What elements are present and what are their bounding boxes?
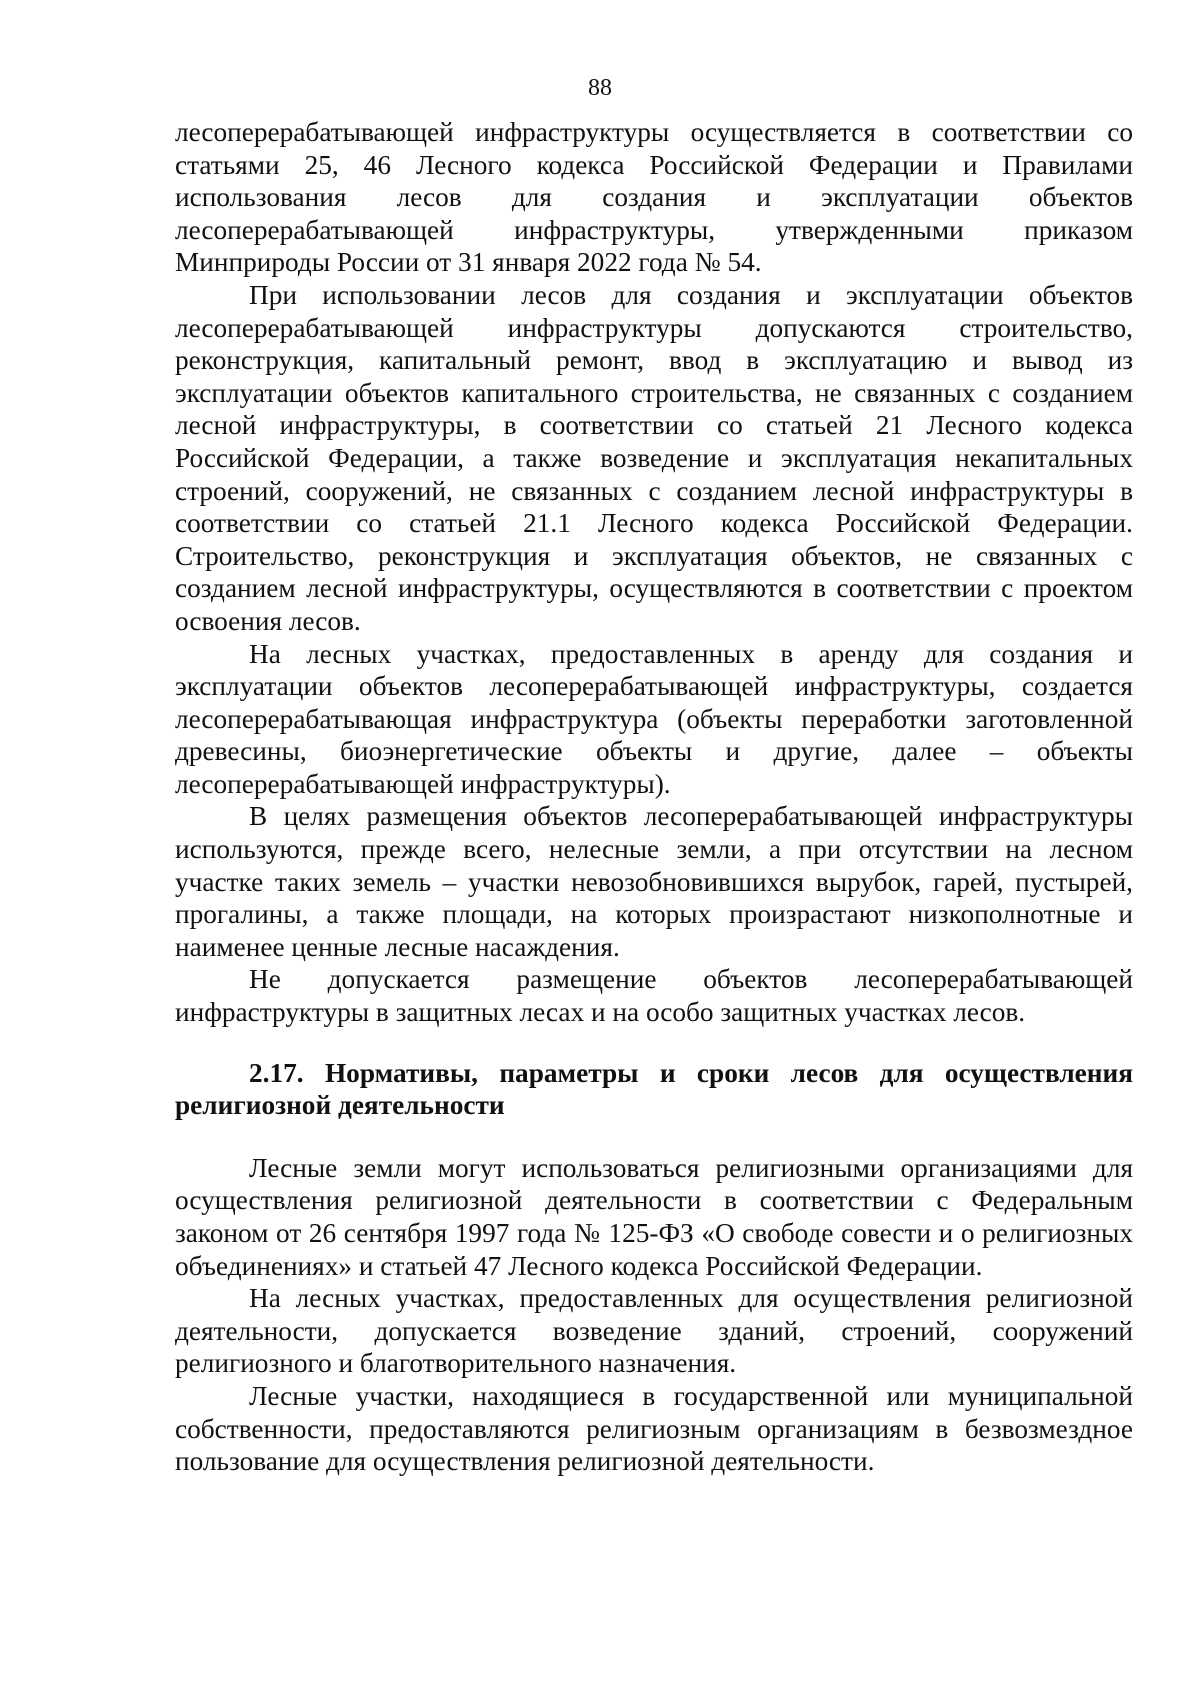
paragraph: На лесных участках, предоставленных для осуществления религиозной деятельности, допускается возведение зданий, строений, сооружений религиозного и благотворительного назначения. xyxy=(175,1283,1133,1379)
page-number: 88 xyxy=(588,75,612,101)
paragraph: Не допускается размещение объектов лесоперерабатывающей инфраструктуры в защитных лесах и на особо защитных участках лесов. xyxy=(175,964,1133,1028)
paragraph: Лесные участки, находящиеся в государственной или муниципальной собственности, предоставляются религиозным организациям в безвозмездное пользование для осуществления религиозной деятельности. xyxy=(175,1380,1133,1477)
paragraph: В целях размещения объектов лесоперерабатывающей инфраструктуры используются, прежде всего, нелесные земли, а при отсутствии на лесном участке таких земель – участки невозобновившихся вырубок, гарей, пустырей, прогалины, а также площади, на которых произрастают низкополнотные и наименее ценные лесные насаждения. xyxy=(175,801,1133,962)
paragraph: При использовании лесов для создания и эксплуатации объектов лесоперерабатывающей инфраструктуры допускаются строительство, реконструкция, капитальный ремонт, ввод в эксплуатацию и вывод из эксплуатации объектов капитального строительства, не связанных с созданием лесной инфраструктуры, в соответствии со статьей 21 Лесного кодекса Российской Федерации, а также возведение и эксплуатация некапитальных строений, сооружений, не связанных с созданием лесной инфраструктуры в соответствии со статьей 21.1 Лесного кодекса Российской Федерации. Строительство, реконструкция и эксплуатация объектов, не связанных с созданием лесной инфраструктуры, осуществляются в соответствии с проектом освоения лесов. xyxy=(175,279,1133,636)
paragraph: На лесных участках, предоставленных в аренду для создания и эксплуатации объектов лесоперерабатывающей инфраструктуры, создается лесоперерабатывающая инфраструктура (объекты переработки заготовленной древесины, биоэнергетические объекты и другие, далее – объекты лесоперерабатывающей инфраструктуры). xyxy=(175,638,1133,799)
section-heading: 2.17. Нормативы, параметры и сроки лесов для осуществления религиозной деятельности xyxy=(175,1057,1133,1121)
paragraph: Лесные земли могут использоваться религиозными организациями для осуществления религиозной деятельности в соответствии с Федеральным законом от 26 сентября 1997 года № 125-ФЗ «О свободе совести и о религиозных объединениях» и статьей 47 Лесного кодекса Российской Федерации. xyxy=(175,1152,1133,1281)
paragraph-continuation: лесоперерабатывающей инфраструктуры осуществляется в соответствии со статьями 25, 46 Лесного кодекса Российской Федерации и Правилами использования лесов для создания и эксплуатации объектов лесоперерабатывающей инфраструктуры, утвержденными приказом Минприроды России от 31 января 2022 года № 54. xyxy=(175,117,1133,278)
document-body xyxy=(175,116,1133,1478)
